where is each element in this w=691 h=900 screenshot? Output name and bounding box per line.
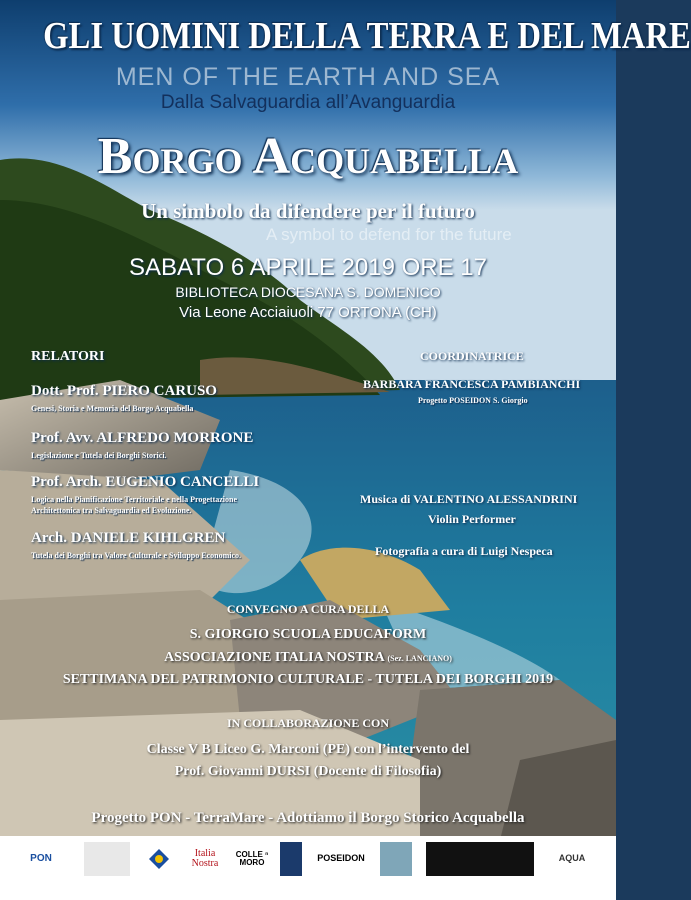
coordinatrice-heading: COORDINATRICE xyxy=(420,349,524,363)
photo-credit: Fotografia a cura di Luigi Nespeca xyxy=(375,544,553,558)
eu-pon-logo xyxy=(16,842,66,876)
event-address: Via Leone Acciaiuoli 77 ORTONA (CH) xyxy=(179,304,437,321)
collab-line2: Prof. Giovanni DURSI (Docente di Filosofia) xyxy=(174,764,442,779)
poseidon-logo xyxy=(310,842,372,876)
symbol-tagline-english: A symbol to defend for the future xyxy=(266,225,512,244)
colle-del-moro-logo xyxy=(234,842,270,876)
organizer-name: ASSOCIAZIONE ITALIA NOSTRA xyxy=(164,650,384,665)
relatori-heading: RELATORI xyxy=(31,349,105,364)
event-subtitle: Dalla Salvaguardia all’Avanguardia xyxy=(160,92,456,113)
organizer-section: (Sez. LANCIANO) xyxy=(387,654,452,663)
italia-nostra-logo xyxy=(186,842,224,876)
landscape-logo xyxy=(380,842,412,876)
logo-text: COLLE ⁿ MORO xyxy=(235,849,269,867)
collab-line1: Classe V B Liceo G. Marconi (PE) con l’intervento del xyxy=(146,742,470,757)
speaker-role: Tutela dei Borghi tra Valore Culturale e Sviluppo Economico. xyxy=(31,551,242,560)
convegno-heading: CONVEGNO A CURA DELLA xyxy=(226,602,390,616)
progetto-pon: Progetto PON - TerraMare - Adottiamo il Borgo Storico Acquabella xyxy=(91,810,525,826)
speaker-name: Dott. Prof. PIERO CARUSO xyxy=(31,383,217,399)
emblem-icon xyxy=(147,847,171,871)
music-credit: Musica di VALENTINO ALESSANDRINI xyxy=(360,492,578,506)
organizer-italia-nostra xyxy=(0,650,616,666)
speaker-name: Prof. Arch. EUGENIO CANCELLI xyxy=(31,474,260,490)
event-venue: BIBLIOTECA DIOCESANA S. DOMENICO xyxy=(175,284,441,300)
coordinatrice-project: Progetto POSEIDON S. Giorgio xyxy=(418,396,528,405)
emblem-logo xyxy=(144,842,174,876)
dark-logo xyxy=(426,842,534,876)
logo-text: Italia Nostra xyxy=(191,847,219,869)
event-date: SABATO 6 APRILE 2019 ORE 17 xyxy=(129,254,487,281)
logo-text: PON xyxy=(30,852,52,864)
borgo-title: Borgo Acquabella xyxy=(97,128,519,185)
crest-logo xyxy=(280,842,302,876)
aqua-logo xyxy=(548,842,596,876)
ministry-logo xyxy=(84,842,130,876)
speaker-name: Prof. Avv. ALFREDO MORRONE xyxy=(31,430,254,446)
speaker-role: Logica nella Pianificazione Territoriale e nella Progettazione xyxy=(31,495,238,504)
collab-heading: IN COLLABORAZIONE CON xyxy=(226,716,390,730)
coordinatrice-name: BARBARA FRANCESCA PAMBIANCHI xyxy=(363,377,581,391)
speaker-role-continued: Architettonica tra Salvaguardia ed Evoluzione. xyxy=(31,506,192,515)
logo-text: POSEIDON xyxy=(317,853,365,864)
music-performer: Violin Performer xyxy=(428,512,516,526)
speaker-role: Genesi, Storia e Memoria del Borgo Acquabella xyxy=(31,404,194,413)
logo-text: AQUA xyxy=(558,853,586,864)
organizer-educaform: S. GIORGIO SCUOLA EDUCAFORM xyxy=(189,627,427,642)
organizer-settimana: SETTIMANA DEL PATRIMONIO CULTURALE - TUTELA DEI BORGHI 2019 xyxy=(62,672,554,687)
speaker-role: Legislazione e Tutela dei Borghi Storici. xyxy=(31,451,167,460)
speaker-name: Arch. DANIELE KIHLGREN xyxy=(31,530,226,546)
event-title-english: MEN OF THE EARTH AND SEA xyxy=(115,63,501,91)
event-title: GLI UOMINI DELLA TERRA E DEL MARE xyxy=(43,15,691,57)
symbol-tagline: Un simbolo da difendere per il futuro xyxy=(141,199,475,223)
